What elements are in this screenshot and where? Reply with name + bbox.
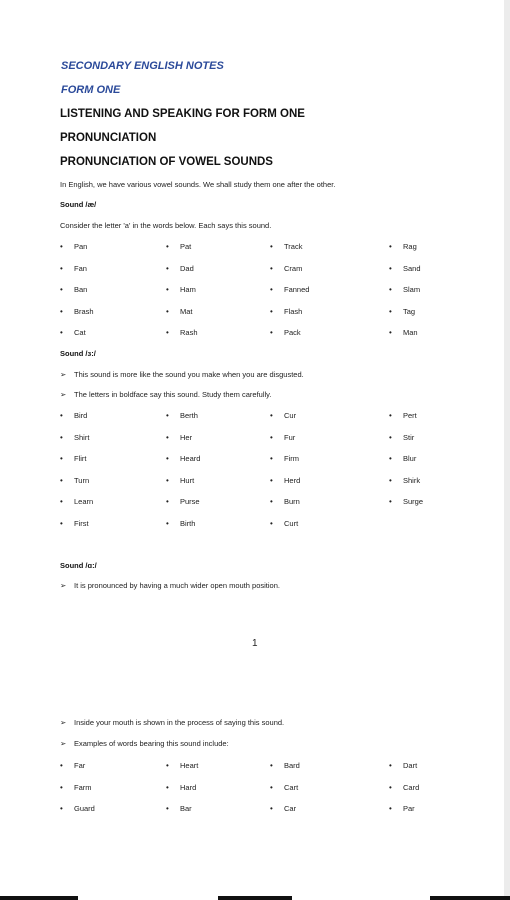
bullet-icon: • [389,475,392,485]
arrow-bullet-icon: ➢ [60,739,67,748]
bullet-icon: • [270,475,273,485]
bullet-icon: • [60,263,63,273]
word-row [60,497,440,519]
arrow-bullet-icon: ➢ [60,370,67,379]
bullet-icon: • [60,497,63,506]
word-text: Burn [284,497,300,506]
word-list-item [166,411,198,420]
word-grid-section2 [60,411,440,540]
word-list-item [60,411,87,420]
word-text: Sand [403,263,421,273]
section1-title: Sound /æ/ [60,200,97,209]
bullet-icon: • [389,497,392,506]
bullet-icon: • [270,285,273,294]
word-text: Pat [180,242,192,251]
word-list-item [166,761,198,770]
word-text: Heard [180,454,201,463]
word-list-item [166,242,191,251]
word-list-item [270,328,301,337]
page2-note: ➢ Examples of words bearing this sound include: [60,739,229,748]
page-number: 1 [252,638,258,649]
word-text: Pert [403,411,417,420]
word-text: Tag [403,306,416,316]
word-list-item [60,264,87,273]
section2-title: Sound /ɜ:/ [60,349,96,358]
word-text: Ham [180,285,196,294]
bullet-icon: • [389,263,392,273]
bullet-icon: • [166,411,169,420]
word-row [60,804,440,826]
word-list-item [389,804,415,813]
word-text: Par [403,804,415,813]
bullet-icon: • [60,328,63,337]
word-row [60,454,440,476]
word-text: Bird [74,411,88,420]
word-text: Birth [180,518,196,528]
section2-note: ➢ This sound is more like the sound you make when you are disgusted. [60,370,304,379]
word-list-item [270,285,309,294]
word-list-item [270,804,296,813]
word-text: Bar [180,804,192,813]
word-text: Car [284,804,297,813]
bullet-icon: • [166,242,169,251]
word-list-item [166,285,196,294]
bullet-icon: • [270,328,273,337]
word-list-item [166,476,194,485]
word-text: Pan [74,242,88,251]
word-list-item [166,804,192,813]
word-list-item [389,328,418,337]
bullet-icon: • [60,432,63,442]
word-row [60,761,440,783]
bullet-icon: • [389,804,392,813]
nav-bar-segment [218,896,292,900]
word-text: Purse [180,497,200,506]
word-row [60,285,440,307]
word-text: First [74,518,89,528]
word-text: Curt [284,518,299,528]
word-row [60,433,440,455]
word-list-item [389,454,416,463]
word-list-item [389,433,414,442]
word-text: Fanned [284,285,310,294]
word-list-item [270,783,298,792]
bullet-icon: • [166,285,169,294]
word-list-item [389,242,417,251]
word-text: Cart [284,782,299,792]
word-text: Farm [74,782,92,792]
page2-note: ➢ Inside your mouth is shown in the process of saying this sound. [60,718,285,727]
word-text: Track [284,242,303,251]
bullet-icon: • [166,432,169,442]
bullet-icon: • [270,497,273,506]
word-row [60,264,440,286]
word-text: Bard [284,761,300,770]
bullet-icon: • [166,454,169,463]
word-text: Blur [403,454,417,463]
bullet-icon: • [166,328,169,337]
section3-title: Sound /ɑ:/ [60,561,97,570]
word-list-item [60,804,95,813]
bullet-icon: • [389,782,392,792]
doc-header-form: FORM ONE [61,84,121,96]
section2-note: ➢ The letters in boldface say this sound. Study them carefully. [60,390,272,399]
page-edge [504,0,510,900]
word-list-item [270,476,300,485]
word-text: Berth [180,411,198,420]
word-list-item [166,307,193,316]
word-text: Rag [403,242,417,251]
word-text: Cat [74,328,86,337]
bullet-icon: • [60,804,63,813]
word-list-item [270,264,302,273]
word-list-item [389,264,421,273]
doc-header-title: SECONDARY ENGLISH NOTES [61,60,224,72]
word-text: Cram [284,263,303,273]
word-grid-page2 [60,761,440,826]
bullet-icon: • [270,306,273,316]
word-text: Ban [74,285,88,294]
bullet-icon: • [60,761,63,770]
word-list-item [389,411,417,420]
bullet-icon: • [270,242,273,251]
bullet-icon: • [389,411,392,420]
word-row [60,307,440,329]
bullet-icon: • [389,306,392,316]
bullet-icon: • [270,518,273,528]
word-list-item [166,454,200,463]
word-list-item [166,328,198,337]
word-list-item [166,497,200,506]
bullet-icon: • [270,263,273,273]
word-list-item [270,433,295,442]
bullet-icon: • [60,306,63,316]
word-text: Rash [180,328,198,337]
bullet-icon: • [166,761,169,770]
word-list-item [270,761,300,770]
bullet-icon: • [270,782,273,792]
arrow-bullet-icon: ➢ [60,581,67,590]
word-text: Card [403,782,420,792]
word-list-item [270,454,299,463]
bullet-icon: • [166,518,169,528]
bullet-icon: • [166,306,169,316]
word-text: Her [180,432,193,442]
bullet-icon: • [60,475,63,485]
word-list-item [60,328,86,337]
bullet-icon: • [166,497,169,506]
bullet-icon: • [60,782,63,792]
word-list-item [389,783,419,792]
heading-vowel-sounds: PRONUNCIATION OF VOWEL SOUNDS [60,156,273,168]
word-text: Shirt [74,432,90,442]
intro-paragraph: In English, we have various vowel sounds. We shall study them one after the other. [60,180,336,189]
nav-bar-segment [430,896,510,900]
bullet-icon: • [60,242,63,251]
word-text: Mat [180,306,193,316]
arrow-bullet-icon: ➢ [60,718,67,727]
heading-pronunciation: PRONUNCIATION [60,132,157,144]
word-list-item [166,264,194,273]
word-list-item [60,242,87,251]
bullet-icon: • [270,804,273,813]
word-text: Guard [74,804,95,813]
word-text: Flash [284,306,303,316]
nav-bar-segment [0,896,78,900]
bullet-icon: • [389,454,392,463]
word-list-item [60,476,89,485]
word-list-item [270,497,300,506]
word-row [60,411,440,433]
word-list-item [166,433,192,442]
heading-listening: LISTENING AND SPEAKING FOR FORM ONE [60,108,305,120]
word-text: Fan [74,263,87,273]
word-text: Pack [284,328,301,337]
word-list-item [166,519,195,528]
word-text: Shirk [403,475,421,485]
word-text: Surge [403,497,424,506]
word-grid-section1 [60,242,440,350]
word-row [60,242,440,264]
bullet-icon: • [60,285,63,294]
word-list-item [389,497,423,506]
word-text: Dart [403,761,418,770]
word-list-item [60,307,94,316]
word-text: Stir [403,432,415,442]
word-list-item [60,433,89,442]
word-row [60,519,440,541]
word-text: Firm [284,454,299,463]
bullet-icon: • [389,328,392,337]
word-list-item [60,285,87,294]
word-list-item [270,411,296,420]
word-text: Dad [180,263,194,273]
word-list-item [60,761,85,770]
bullet-icon: • [60,411,63,420]
bullet-icon: • [389,761,392,770]
bullet-icon: • [389,432,392,442]
word-text: Fur [284,432,296,442]
word-text: Turn [74,475,90,485]
word-list-item [270,519,298,528]
word-list-item [389,761,417,770]
bullet-icon: • [270,454,273,463]
word-row [60,476,440,498]
word-list-item [270,242,302,251]
bullet-icon: • [270,411,273,420]
word-list-item [270,307,302,316]
word-text: Herd [284,475,301,485]
word-text: Hard [180,782,197,792]
bullet-icon: • [60,518,63,528]
bullet-icon: • [166,804,169,813]
word-list-item [389,285,420,294]
word-text: Learn [74,497,94,506]
bullet-icon: • [270,432,273,442]
word-list-item [389,476,420,485]
bullet-icon: • [389,285,392,294]
word-text: Slam [403,285,421,294]
bullet-icon: • [166,263,169,273]
word-list-item [60,454,87,463]
word-list-item [389,307,415,316]
word-text: Flirt [74,454,87,463]
word-list-item [60,519,89,528]
section1-description: Consider the letter 'a' in the words below. Each says this sound. [60,221,272,230]
word-text: Heart [180,761,199,770]
word-list-item [166,783,196,792]
word-text: Far [74,761,86,770]
word-text: Cur [284,411,297,420]
bullet-icon: • [270,761,273,770]
bullet-icon: • [166,475,169,485]
bullet-icon: • [389,242,392,251]
word-text: Hurt [180,475,195,485]
word-row [60,783,440,805]
word-text: Brash [74,306,94,316]
bullet-icon: • [60,454,63,463]
word-list-item [60,783,92,792]
bullet-icon: • [166,782,169,792]
section3-note: ➢ It is pronounced by having a much wider open mouth position. [60,581,280,590]
word-row [60,328,440,350]
word-text: Man [403,328,418,337]
word-list-item [60,497,93,506]
arrow-bullet-icon: ➢ [60,390,67,399]
